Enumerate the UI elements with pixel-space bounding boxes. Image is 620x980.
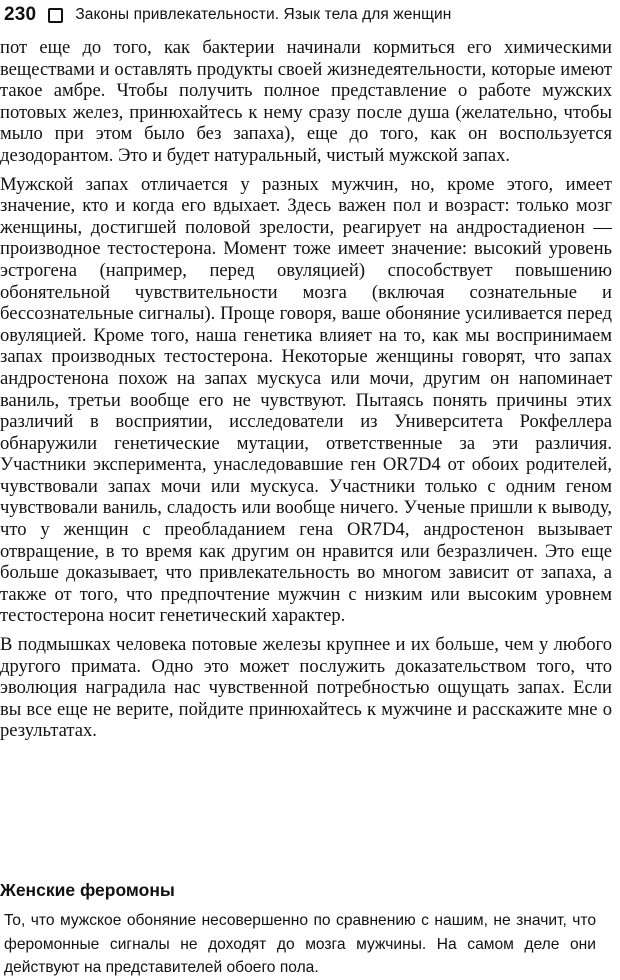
paragraph: Мужской запах отличается у разных мужчин, но, кроме этого, имеет значение, кто и когда его вдыхает. Здесь важен пол и возраст: только мозг женщины, достигшей половой зрелости, реагирует на андростадиенон — производное тестостерона. Момент тоже имеет значение: высокий уровень эстрогена (например, перед овуляцией) способствует повышению обонятельной чувствительности мозга (включая сознательные и бессознательные сигналы). Проще говоря, ваше обоняние усиливается перед овуляцией. Кроме того, наша генетика влияет на то, как мы воспринимаем запах производных тестостерона. Некоторые женщины говорят, что запах андростенона похож на запах мускуса или мочи, другим он напоминает ваниль, третьи вообще его не чувствуют. Пытаясь понять причины этих различий в восприятии, исследователи из Университета Рокфеллера обнаружили генетические мутации, ответственные за эти различия. Участники эксперимента, унаследовавшие ген OR7D4 от обоих родителей, чувствовали запах мочи или мускуса. Участники только с одним геном чувствовали ваниль, сладость или вообще ничего. Ученые пришли к выводу, что у женщин с преобладанием гена OR7D4, андростенон вызывает отвращение, в то время как другим он нравится или безразличен. Это еще больше доказывает, что привлекательность во многом зависит от запаха, а также от того, что предпочтение мужчин с низким или высоким уровнем тестостерона носит генетический характер. bbox=[0, 173, 612, 627]
paragraph: пот еще до того, как бактерии начинали кормиться его химическими веществами и оставлять продукты своей жизнедеятельности, которые имеют такое амбре. Чтобы получить полное представление о работе мужских потовых желез, принюхайтесь к нему сразу после душа (желательно, чтобы мыло при этом было без запаха), еще до того, как он воспользуется дезодорантом. Это и будет натуральный, чистый мужской запах. bbox=[0, 37, 612, 166]
page-number: 230 bbox=[4, 4, 37, 25]
section-intro: То, что мужское обоняние несовершенно по сравнению с нашим, не значит, что феромонные сигналы не доходят до мозга мужчины. На самом деле они действуют на представителей обоего пола. bbox=[4, 912, 596, 976]
running-title: Законы привлекательности. Язык тела для женщин bbox=[75, 6, 452, 23]
paragraph: В подмышках человека потовые железы крупнее и их больше, чем у любого другого примата. Одно это может послужить доказательством того, что эволюция наградила нас чувственной потребностью ощущать запах. Если вы все еще не верите, пойдите принюхайтесь к мужчине и расскажите мне о результатах. bbox=[0, 634, 612, 742]
page-header bbox=[4, 3, 451, 27]
body-text bbox=[0, 37, 612, 749]
square-bullet-icon bbox=[48, 8, 63, 23]
section-heading: Женские феромоны bbox=[0, 880, 175, 900]
